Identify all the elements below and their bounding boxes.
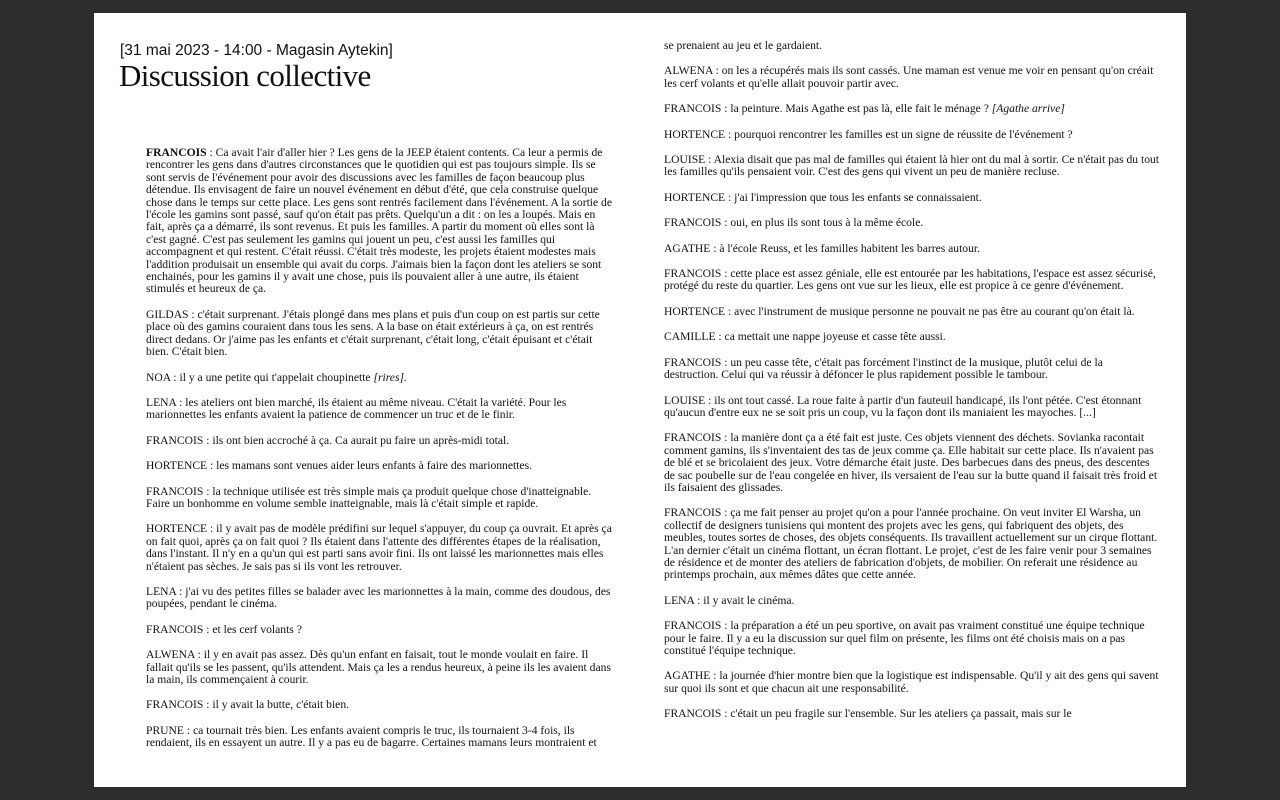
speaker-name: HORTENCE <box>664 127 726 141</box>
transcript-paragraph <box>146 523 614 573</box>
speech-text: : Ca avait l'air d'aller hier ? Les gens de la JEEP étaient contents. Ca leur a permis de rencontrer les gens dans d'autres circonstances que le quotidien qui est pas toujours simple. Ils se sont servis de l'événement pour avoir des discussions avec les familles de façon beaucoup plus détendue. Ils envisagent de faire un nouvel événement en début d'été, que cela construise quelque chose dans le temps sur cette place. Les gens sont rentrés facilement dans l'événement. A la sortie de l'école les gamins sont passé, sauf qu'on était pas prêts. Quelqu'un a dit : on les a loupés. Mais en fait, après ça a démarré, ils sont revenus. Et puis les familles. A partir du moment où elles sont là c'est gagné. C'est pas seulement les gamins qui jouent un peu, c'est aussi les familles qui accompagnent et qui restent. C'était réussi. C'était très modeste, les projets étaient modestes mais l'addition produisait un ensemble qui avait du corps. J'aimais bien la façon dont les ateliers se sont enchainés, pour les gamins il y avait une chose, puis ils pouvaient aller à une autre, ils étaient stimulés et heureux de ça. <box>146 146 613 296</box>
speech-text: : cette place est assez géniale, elle est entourée par les habitations, l'espace est assez sécurisé, protégé du reste du quartier. Les gens ont vue sur les lieux, elle est propice à ce genre d'événement. <box>664 267 1156 293</box>
transcript-paragraph <box>146 725 614 750</box>
speech-text: : la journée d'hier montre bien que la logistique est indispensable. Qu'il y ait des gens qui savent sur quoi ils sont et que chacun ait une responsabilité. <box>664 669 1159 695</box>
transcript-paragraph <box>146 460 614 472</box>
transcript-paragraph <box>146 397 614 422</box>
speaker-name: FRANCOIS <box>664 355 722 369</box>
transcript-paragraph <box>664 65 1160 90</box>
speech-text: : j'ai vu des petites filles se balader avec les marionnettes à la main, comme des doudous, des poupées, pendant le cinéma. <box>146 584 611 611</box>
speech-text: : ils ont bien accroché à ça. Ca aurait pu faire un après-midi total. <box>203 433 510 447</box>
speech-text: : c'était surprenant. J'étais plongé dans mes plans et puis d'un coup on est partis sur cette place où des gamins couraient dans tous les sens. A la base on était extérieurs à ça, on est rentrés direct dedans. Or j'aime pas les enfants et c'était surprenant, c'était long, c'était épuisant et c'était bien. C'était bien. <box>146 307 600 359</box>
speaker-name: LENA <box>146 395 177 409</box>
speaker-name: LOUISE <box>664 393 706 407</box>
speech-text: : ils ont tout cassé. La roue faite à partir d'un fauteuil handicapé, ils l'ont pétée. C'est étonnant qu'aucun d'entre eux ne se soit pris un coup, vu la façon dont ils maniaient les mayoches. [...] <box>664 393 1142 419</box>
speaker-name: NOA <box>146 370 171 384</box>
transcript-paragraph <box>664 620 1160 657</box>
transcript-paragraph <box>664 432 1160 494</box>
speaker-name: FRANCOIS <box>146 484 204 498</box>
speaker-name: PRUNE <box>146 723 185 737</box>
transcript-paragraph <box>664 217 1160 229</box>
transcript-paragraph <box>664 103 1160 115</box>
speaker-name: LENA <box>146 584 177 598</box>
transcript-paragraph <box>146 309 614 359</box>
right-page <box>640 13 1186 787</box>
transcript-paragraph <box>664 154 1160 179</box>
transcript-paragraph <box>146 586 614 611</box>
transcript-paragraph <box>664 708 1160 720</box>
speaker-name: FRANCOIS <box>664 102 722 116</box>
speaker-name: HORTENCE <box>146 522 208 536</box>
transcript-paragraph <box>664 670 1160 695</box>
speech-text: : pourquoi rencontrer les familles est un signe de réussite de l'événement ? <box>725 127 1073 141</box>
left-page <box>94 13 640 787</box>
speech-text: : il y a une petite qui t'appelait choupinette <box>170 370 374 384</box>
transcript-paragraph <box>664 507 1160 581</box>
speech-text: : à l'école Reuss, et les familles habitent les barres autour. <box>710 241 981 255</box>
speaker-name: FRANCOIS <box>664 707 722 721</box>
transcript-paragraph <box>664 129 1160 141</box>
speaker-name: CAMILLE <box>664 330 716 344</box>
transcript-paragraph <box>664 243 1160 255</box>
transcript-paragraph <box>664 595 1160 607</box>
speech-text: : la peinture. Mais Agathe est pas là, elle fait le ménage ? <box>721 102 992 116</box>
speech-text: : ça me fait penser au projet qu'on a pour l'année prochaine. On veut inviter El Warsha, un collectif de designers tunisiens qui montent des projets avec les gens, qui fabriquent des objets, des meubles, toutes sortes de choses, des objets conséquents. Ils travaillent actuellement sur un cirque flottant. L'an dernier c'était un cinéma flottant, un écran flottant. Le projet, c'est de les faire venir pour 3 semaines de résidence et de monter des ateliers de fabrication d'objets, de mobilier. On referait une résidence au printemps prochain, aux mêmes dâtes que cette année. <box>664 506 1158 582</box>
speaker-name: FRANCOIS <box>146 146 207 159</box>
document-spread <box>94 13 1186 787</box>
speaker-name: AGATHE <box>664 669 711 683</box>
transcript-paragraph <box>664 40 1160 52</box>
speaker-name: HORTENCE <box>664 304 726 318</box>
speech-text: : on les a récupérés mais ils sont cassés. Une maman est venue me voir en pensant qu'on créait les cerf volants et qu'elle allait pouvoir partir avec. <box>664 64 1154 90</box>
speaker-name: LOUISE <box>664 153 706 167</box>
speaker-name: HORTENCE <box>146 459 208 473</box>
speech-text: : et les cerf volants ? <box>203 622 302 636</box>
stage-note: [rires]. <box>373 370 407 384</box>
speaker-name: FRANCOIS <box>664 619 722 633</box>
stage-note: [Agathe arrive] <box>991 102 1065 116</box>
session-meta: [31 mai 2023 - 14:00 - Magasin Aytekin] <box>120 42 393 59</box>
speech-text: : il y avait la butte, c'était bien. <box>203 698 350 712</box>
speech-text: : ca tournait très bien. Les enfants avaient compris le truc, ils tournaient 3-4 fois, ils rendaient, ils en essayent un autre. Il y a pas eu de bagarre. Certaines mamans leurs montraient et <box>146 723 597 750</box>
speaker-name: FRANCOIS <box>664 506 722 520</box>
speech-text: : la préparation a été un peu sportive, on avait pas vraiment constitué une équipe technique pour le faire. Il y a eu la discussion sur quel film on présente, les films ont été choisis mais on a pas constitué l'équipe technique. <box>664 619 1145 657</box>
speech-text: : ca mettait une nappe joyeuse et casse tête aussi. <box>715 330 946 344</box>
speech-text: : un peu casse tête, c'était pas forcément l'instinct de la musique, plutôt celui de la destruction. Celui qui va réussir à défoncer le plus rapidement possible le tambour. <box>664 355 1103 382</box>
speaker-name: FRANCOIS <box>664 431 722 445</box>
speech-text: se prenaient au jeu et le gardaient. <box>664 39 823 52</box>
right-column-text <box>664 40 1160 734</box>
speaker-name: AGATHE <box>664 241 711 255</box>
speech-text: : la manière dont ça a été fait est juste. Ces objets viennent des déchets. Sovianka racontait comment gamins, ils s'inventaient des tas de jeux comme ça. Elle habitait sur cette place. Ils n'avaient pas de blé et se bricolaient des jeux. Votre démarche était juste. Des barbecues dans des pneus, des descentes de sac poubelle sur de l'eau congelée en hiver, ils versaient de l'eau sur la butte quand il faisait très froid et ils faisaient des glissades. <box>664 431 1158 494</box>
transcript-paragraph <box>146 649 614 686</box>
speech-text: : la technique utilisée est très simple mais ça produit quelque chose d'inatteignable. Faire un bonhomme en volume semble inatteignable, mais là c'était simple et rapide. <box>146 484 592 510</box>
speech-text: : les mamans sont venues aider leurs enfants à faire des marionnettes. <box>207 459 532 473</box>
transcript-paragraph <box>146 624 614 636</box>
transcript-paragraph <box>664 357 1160 382</box>
speech-text: : il y avait le cinéma. <box>694 593 795 607</box>
transcript-paragraph <box>664 268 1160 293</box>
speech-text: : c'était un peu fragile sur l'ensemble. Sur les ateliers ça passait, mais sur le <box>721 707 1072 721</box>
transcript-paragraph <box>664 192 1160 204</box>
transcript-paragraph <box>146 372 614 384</box>
transcript-paragraph <box>146 147 614 296</box>
speaker-name: ALWENA <box>146 648 195 662</box>
speech-text: : les ateliers ont bien marché, ils étaient au même niveau. C'était la variété. Pour les marionnettes les enfants avaient la patience de commencer un truc et de le finir. <box>146 395 567 422</box>
left-column-text <box>146 147 614 763</box>
speaker-name: FRANCOIS <box>146 433 204 447</box>
speaker-name: FRANCOIS <box>664 216 722 230</box>
page-title: Discussion collective <box>119 58 371 93</box>
speech-text: : il y en avait pas assez. Dès qu'un enfant en faisait, tout le monde voulait en faire. Il fallait qu'ils se les passent, qu'ils attendent. Mais ça les a rendus heureux, à peine ils les avaient dans la main, ils commençaient à courir. <box>146 648 611 686</box>
transcript-paragraph <box>146 486 614 511</box>
transcript-paragraph <box>664 306 1160 318</box>
speech-text: : il y avait pas de modèle prédifini sur lequel s'appuyer, du coup ça ouvrait. Et après ça on fait quoi, après ça on fait quoi ? Ils étaient dans l'attente des différentes étapes de la réalisation, dans l'instant. Il n'y en a qu'un qui est parti sans avoir fini. Ils ont laissé les marionnettes mais elles n'étaient pas sèches. Je sais pas si ils vont les retrouver. <box>146 522 612 573</box>
speech-text: : avec l'instrument de musique personne ne pouvait ne pas être au courant qu'on était là. <box>725 304 1135 318</box>
transcript-paragraph <box>664 331 1160 343</box>
speech-text: : oui, en plus ils sont tous à la même école. <box>721 216 924 230</box>
speaker-name: FRANCOIS <box>664 267 722 281</box>
speech-text: : Alexia disait que pas mal de familles qui étaient là hier ont du mal à sortir. Ce n'était pas du tout les familles qu'ils pensaient voir. C'est des gens qui vivent un peu de manière recluse. <box>664 153 1160 179</box>
speech-text: : j'ai l'impression que tous les enfants se connaissaient. <box>725 190 982 204</box>
speaker-name: FRANCOIS <box>146 698 204 712</box>
speaker-name: ALWENA <box>664 64 713 78</box>
transcript-paragraph <box>664 395 1160 420</box>
speaker-name: FRANCOIS <box>146 622 204 636</box>
transcript-paragraph <box>146 435 614 447</box>
speaker-name: HORTENCE <box>664 190 726 204</box>
speaker-name: GILDAS <box>146 307 189 321</box>
transcript-paragraph <box>146 699 614 711</box>
speaker-name: LENA <box>664 593 695 607</box>
